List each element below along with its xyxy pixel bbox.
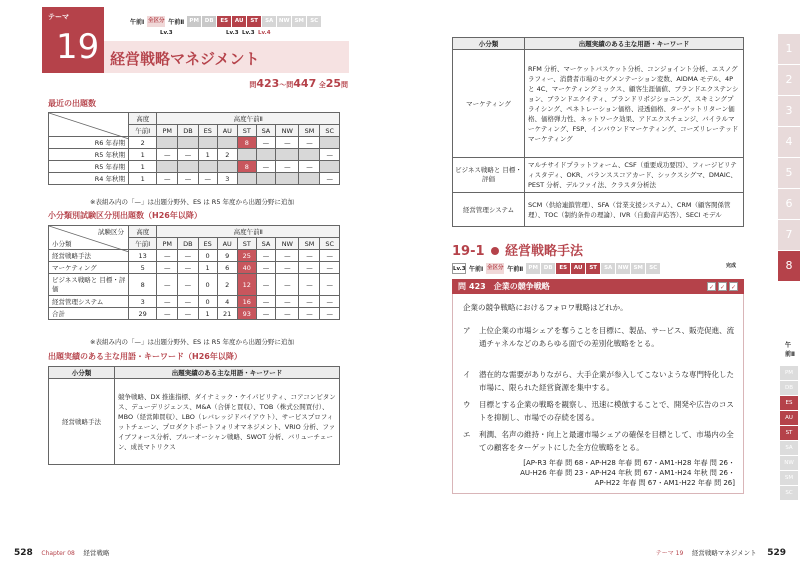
cell <box>256 149 276 161</box>
cell-st: 40 <box>237 262 256 274</box>
all-category-cell: 全区分 <box>147 16 165 27</box>
ref-line: AU-H26 年春 問 23・AP-H24 年秋 問 67・AM1-H24 年秋 問 26・ <box>520 469 735 477</box>
cell: — <box>256 161 276 173</box>
cell-sc: SC <box>646 263 660 274</box>
diagonal-line <box>49 113 129 139</box>
cell: — <box>178 250 199 262</box>
cell: — <box>299 262 320 274</box>
lv-badge: Lv.3 <box>452 263 466 274</box>
qr-prefix: 問 <box>249 81 257 89</box>
cell <box>320 137 340 149</box>
cell-es: ES <box>556 263 570 274</box>
lv-es: Lv.3 <box>226 30 239 36</box>
cell: — <box>256 262 276 274</box>
sub-section-heading <box>452 240 742 259</box>
cell: — <box>276 308 299 320</box>
cell: — <box>299 274 320 296</box>
corner-cell <box>49 113 129 137</box>
cell-am1: 2 <box>129 137 157 149</box>
col-db: DB <box>178 125 199 137</box>
cell <box>157 161 178 173</box>
table-row <box>49 296 340 308</box>
cell: — <box>299 161 320 173</box>
ref-line: [AP-R3 年春 問 68・AP-H28 年春 問 67・AM1-H28 年春 問 26・ <box>523 459 735 467</box>
kw-row-text: RFM 分析、マーケットバスケット分析、コンジョイント分析、エスノグラフィー、消費者市場のセグメンテーション変数、AIDMA モデル、4P と 4C、マーケティングミックス、顧客生涯価値、ブランドエクステンション、ブランドエクイティ、ブランドリポジショニング、スキミングプライシング、ペネトレーション価格、浸透価格、ターゲットリターン価格、価格弾力性、ネットワーク効果、アドエクスチェンジ、バイラルマーケティング、FSP、インバウンドマーケティング、コーズリレーテッドマーケティング <box>525 50 744 158</box>
choice-a <box>463 324 738 350</box>
note-2: ※表組み内の「—」は出題分野外、ES は R5 年度から出題分野に追加 <box>90 338 295 346</box>
cell <box>157 137 178 149</box>
mini-tab-sc: SC <box>780 486 798 500</box>
check-icon[interactable]: ✓ <box>708 284 715 291</box>
cell: — <box>320 308 340 320</box>
table-row-total <box>49 308 340 320</box>
cell: 1 <box>198 308 217 320</box>
check-icon[interactable]: ✓ <box>730 284 737 291</box>
cell-am1: 1 <box>129 161 157 173</box>
choice-key: ウ <box>463 400 471 409</box>
cell: 3 <box>217 173 237 185</box>
col-sa: SA <box>256 125 276 137</box>
tab-vertical-label: 午前Ⅱ <box>785 342 795 358</box>
cell-nw: NW <box>616 263 630 274</box>
cell-db: DB <box>202 16 216 27</box>
cell: — <box>276 161 299 173</box>
choice-key: エ <box>463 430 471 439</box>
mini-tab-sm: SM <box>780 471 798 485</box>
mini-tab-sa: SA <box>780 441 798 455</box>
table-row <box>49 274 340 296</box>
qr-dash: 〜問 <box>279 81 294 89</box>
cell <box>320 161 340 173</box>
col-au: AU <box>217 125 237 137</box>
cell-st <box>237 173 256 185</box>
cell: — <box>198 173 217 185</box>
table-row <box>453 158 744 193</box>
kw-row-text: SCM（供給連鎖管理）、SFA（営業支援システム）、CRM（顧客関係管理）、TOC（制約条件の理論）、IVR（自動音声応答）、SECI モデル <box>525 193 744 227</box>
cell: 2 <box>217 149 237 161</box>
h-am2: 高度午前Ⅱ <box>157 226 340 238</box>
cell <box>178 161 199 173</box>
choice-key: ア <box>463 326 471 335</box>
sub-section-number: 19-1 <box>452 244 485 259</box>
mini-tab-nw: NW <box>780 456 798 470</box>
cell: — <box>276 274 299 296</box>
am1-label: 午前Ⅰ <box>130 19 145 26</box>
cell: — <box>320 274 340 296</box>
choice-text: 利潤、名声の維持・向上と最適市場シェアの確保を目標として、市場内の全ての顧客をターゲットにした全方位戦略をとる。 <box>479 430 734 452</box>
cell: — <box>276 296 299 308</box>
page-number: 528 <box>14 548 33 558</box>
question-bar <box>452 279 744 294</box>
cell: — <box>178 173 199 185</box>
sub-title: 小分類別試験区分別出題数（H26年以降） <box>48 211 202 220</box>
cell: 0 <box>198 296 217 308</box>
cell: — <box>157 250 178 262</box>
cell-sa: SA <box>601 263 615 274</box>
cell: — <box>157 149 178 161</box>
question-prefix: 問 <box>458 282 466 291</box>
choice-key: イ <box>463 370 471 379</box>
col-sm: SM <box>299 238 320 250</box>
am1-label: 午前Ⅰ <box>469 266 484 273</box>
mini-tab-au: AU <box>780 411 798 425</box>
row-label: 経営管理システム <box>49 296 129 308</box>
recent-title: 最近の出題数 <box>48 99 96 108</box>
h-am2: 高度午前Ⅱ <box>157 113 340 125</box>
cell: — <box>299 296 320 308</box>
cell: — <box>276 250 299 262</box>
mini-tab-es: ES <box>780 396 798 410</box>
recent-table <box>48 112 340 185</box>
cell <box>276 149 299 161</box>
page-number: 529 <box>767 548 786 558</box>
kw-row-text: マルチサイドプラットフォーム、CSF（重要成功要因）、フィージビリティスタディ、OKR、バランススコアカード、シックスシグマ、DMAIC、PEST 分析、デルファイ法、クラスタ分析法 <box>525 158 744 193</box>
col-st: ST <box>237 238 256 250</box>
cell: 1 <box>198 262 217 274</box>
chapter-tabs <box>778 34 800 282</box>
right-footer <box>650 548 786 558</box>
cell-au: AU <box>232 16 246 27</box>
lv-st: Lv.4 <box>258 30 271 36</box>
chapter-tab-1[interactable]: 1 <box>778 34 800 64</box>
chapter-tab-5[interactable]: 5 <box>778 158 800 188</box>
cell-st: 12 <box>237 274 256 296</box>
cell: 1 <box>198 149 217 161</box>
col-st: ST <box>237 125 256 137</box>
chapter-title: 経営戦略 <box>83 549 110 557</box>
table-row <box>49 161 340 173</box>
theme-box <box>42 7 104 73</box>
cell-st: 25 <box>237 250 256 262</box>
chapter-tab-3[interactable]: 3 <box>778 96 800 126</box>
cell: 4 <box>217 296 237 308</box>
kw-h2: 出題実績のある主な用語・キーワード <box>525 38 744 50</box>
choice-e <box>463 428 738 454</box>
lv-au: Lv.3 <box>242 30 255 36</box>
left-footer <box>14 548 109 558</box>
h-am1: 午前Ⅰ <box>129 238 157 250</box>
cell-st: 8 <box>237 161 256 173</box>
cell-pm: PM <box>187 16 201 27</box>
cell: — <box>256 250 276 262</box>
question-refs <box>520 458 735 488</box>
row-label: R5 年秋期 <box>49 149 129 161</box>
cell: 0 <box>198 274 217 296</box>
footer-theme: テーマ 19 <box>655 550 684 557</box>
col-es: ES <box>198 125 217 137</box>
keyword-table <box>48 366 340 465</box>
level-strip <box>128 15 321 28</box>
row-label: R5 年春期 <box>49 161 129 173</box>
row-label: 経営戦略手法 <box>49 250 129 262</box>
title-bar <box>104 41 349 73</box>
cell <box>198 137 217 149</box>
category-tabs <box>780 366 798 501</box>
cell-au: AU <box>571 263 585 274</box>
cell-st: 93 <box>237 308 256 320</box>
qr-from: 423 <box>256 77 280 90</box>
footer-title: 経営戦略マネジメント <box>691 549 757 557</box>
cell: — <box>157 274 178 296</box>
kw-h1: 小分類 <box>49 367 115 379</box>
cell: — <box>299 250 320 262</box>
row-label: R4 年秋期 <box>49 173 129 185</box>
cell <box>178 137 199 149</box>
col-es: ES <box>198 238 217 250</box>
h-shobunrui: 小分類 <box>52 240 72 248</box>
choice-text: 目標とする企業の戦略を観察し、迅速に模倣することで、開発や広告のコストを抑制し、市場での存続を図る。 <box>479 400 734 422</box>
cell: — <box>276 262 299 274</box>
question-title: 企業の競争戦略 <box>493 282 550 291</box>
cell: — <box>256 296 276 308</box>
table-row <box>453 193 744 227</box>
cell <box>198 161 217 173</box>
col-db: DB <box>178 238 199 250</box>
kw-title: 出題実績のある主な用語・キーワード（H26年以降） <box>48 352 242 361</box>
cell-am1: 8 <box>129 274 157 296</box>
cell: — <box>157 308 178 320</box>
question-text: 企業の競争戦略におけるフォロワ戦略はどれか。 <box>463 303 628 312</box>
chapter-tab-4[interactable]: 4 <box>778 127 800 157</box>
cell: — <box>178 274 199 296</box>
cell <box>256 173 276 185</box>
done-label: 完成 <box>726 263 737 269</box>
col-au: AU <box>217 238 237 250</box>
qr-total-label: 全 <box>318 81 326 89</box>
cell-am1: 29 <box>129 308 157 320</box>
check-boxes <box>705 282 738 291</box>
cell-db: DB <box>541 263 555 274</box>
cell-pm: PM <box>526 263 540 274</box>
sub-section-title: 経営戦略手法 <box>505 244 584 259</box>
choice-u <box>463 398 738 424</box>
cell: — <box>256 308 276 320</box>
kw-row-text: 競争戦略、DX 推進指標、ダイナミック・ケイパビリティ、コアコンピタンス、デューデリジェンス、M&A（合併と買収）、TOB（株式公開買付）、MBO（経営陣買収）、LBO（レバレッジドバイアウト）、サービスプロフィットチェーン、プロダクトポートフォリオマネジメント、VRIO 分析、ファイブフォース分析、ブルーオーシャン戦略、SWOT 分析、バリューチェーン、成長マトリクス <box>115 379 340 465</box>
cell-st: ST <box>247 16 261 27</box>
chapter-tab-7[interactable]: 7 <box>778 220 800 250</box>
sub-table <box>48 225 340 320</box>
col-sa: SA <box>256 238 276 250</box>
row-label: マーケティング <box>49 262 129 274</box>
cell-sc: SC <box>307 16 321 27</box>
cell-sa: SA <box>262 16 276 27</box>
ref-line: AP-H22 年春 問 67・AM1-H22 年春 問 26] <box>594 479 735 487</box>
all-category-cell: 全区分 <box>486 263 504 274</box>
cell: — <box>320 149 340 161</box>
cell-es: ES <box>217 16 231 27</box>
level-strip <box>452 262 660 275</box>
mini-tab-pm: PM <box>780 366 798 380</box>
kw-row-label: ビジネス戦略と 目標・評価 <box>453 158 525 193</box>
row-label: 合計 <box>49 308 129 320</box>
cell-st: 8 <box>237 137 256 149</box>
chapter-label: Chapter 08 <box>41 550 75 557</box>
cell: — <box>178 149 199 161</box>
cell: — <box>320 250 340 262</box>
row-label: R6 年春期 <box>49 137 129 149</box>
chapter-tab-2[interactable]: 2 <box>778 65 800 95</box>
am2-label: 午前Ⅱ <box>507 266 524 273</box>
cell: — <box>320 173 340 185</box>
chapter-tab-6[interactable]: 6 <box>778 189 800 219</box>
cell: — <box>178 262 199 274</box>
cell: — <box>178 296 199 308</box>
note-1: ※表組み内の「—」は出題分野外、ES は R5 年度から出題分野に追加 <box>90 198 295 206</box>
col-sc: SC <box>320 125 340 137</box>
cell-st <box>237 149 256 161</box>
table-row <box>49 173 340 185</box>
cell: — <box>320 262 340 274</box>
theme-number: 19 <box>56 27 100 67</box>
kw-row-label: マーケティング <box>453 50 525 158</box>
col-nw: NW <box>276 125 299 137</box>
corner-cell <box>49 226 129 250</box>
kw-row-label: 経営戦略手法 <box>49 379 115 465</box>
right-page <box>400 0 800 568</box>
cell: 6 <box>217 262 237 274</box>
cell-sm: SM <box>292 16 306 27</box>
question-body <box>452 294 744 494</box>
cell: 0 <box>198 250 217 262</box>
choice-text: 上位企業の市場シェアを奪うことを目標に、製品、サービス、販売促進、流通チャネルなどのあらゆる面での差別化戦略をとる。 <box>479 326 735 348</box>
cell: 2 <box>217 274 237 296</box>
cell-sm: SM <box>631 263 645 274</box>
col-sm: SM <box>299 125 320 137</box>
h-koudo: 高度 <box>129 226 157 238</box>
col-nw: NW <box>276 238 299 250</box>
cell <box>217 161 237 173</box>
col-sc: SC <box>320 238 340 250</box>
cell: — <box>157 262 178 274</box>
cell: — <box>320 296 340 308</box>
cell <box>299 149 320 161</box>
cell: — <box>299 137 320 149</box>
cell <box>217 137 237 149</box>
cell: — <box>256 137 276 149</box>
cell-am1: 1 <box>129 173 157 185</box>
cell: — <box>299 308 320 320</box>
cell <box>299 173 320 185</box>
cell-am1: 1 <box>129 149 157 161</box>
chapter-tab-8[interactable]: 8 <box>778 251 800 281</box>
cell-am1: 5 <box>129 262 157 274</box>
question-number: 423 <box>469 282 486 291</box>
qr-to: 447 <box>293 77 317 90</box>
keyword-table-cont <box>452 37 744 227</box>
cell-nw: NW <box>277 16 291 27</box>
kw-h2: 出題実績のある主な用語・キーワード <box>115 367 340 379</box>
cell: — <box>256 274 276 296</box>
question-range <box>249 77 348 90</box>
h-koudo: 高度 <box>129 113 157 125</box>
cell-st: ST <box>586 263 600 274</box>
cell <box>276 173 299 185</box>
cell: — <box>157 296 178 308</box>
table-row <box>49 262 340 274</box>
cell: — <box>178 308 199 320</box>
choice-i <box>463 368 738 394</box>
cell: — <box>276 137 299 149</box>
col-pm: PM <box>157 125 178 137</box>
page-title: 経営戦略マネジメント <box>110 50 260 68</box>
choice-text: 潜在的な需要がありながら、大手企業が参入してこないような専門特化した市場に、限られた経営資源を集中する。 <box>479 370 734 392</box>
cell-st: 16 <box>237 296 256 308</box>
cell: 21 <box>217 308 237 320</box>
kw-row-label: 経営管理システム <box>453 193 525 227</box>
qr-total: 25 <box>325 77 341 90</box>
table-row <box>49 149 340 161</box>
check-icon[interactable]: ✓ <box>719 284 726 291</box>
cell: 9 <box>217 250 237 262</box>
mini-tab-db: DB <box>780 381 798 395</box>
h-am1: 午前Ⅰ <box>129 125 157 137</box>
cell-am1: 3 <box>129 296 157 308</box>
mini-tab-st: ST <box>780 426 798 440</box>
table-row <box>49 379 340 465</box>
qr-unit: 問 <box>341 81 348 89</box>
h-kubun: 試験区分 <box>98 228 124 236</box>
row-label: ビジネス戦略と 目標・評価 <box>49 274 129 296</box>
cell: — <box>157 173 178 185</box>
table-row <box>453 50 744 158</box>
bullet-icon <box>491 247 499 255</box>
kw-h1: 小分類 <box>453 38 525 50</box>
lv-all: Lv.3 <box>160 30 173 36</box>
col-pm: PM <box>157 238 178 250</box>
theme-label: テーマ <box>48 13 69 21</box>
cell-am1: 13 <box>129 250 157 262</box>
am2-label: 午前Ⅱ <box>168 19 185 26</box>
